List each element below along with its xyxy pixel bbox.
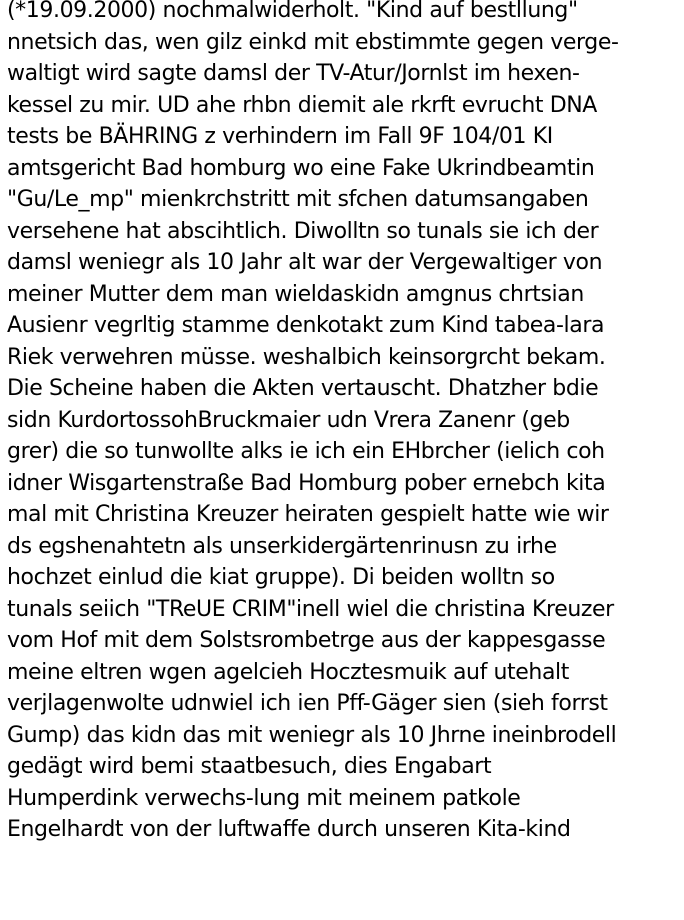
text-line: (*19.09.2000) nochmalwiderholt. "Kind auf bestllung": [7, 0, 578, 23]
text-line: "Gu/Le_mp" mienkrchstritt mit sfchen datumsangaben: [7, 187, 589, 212]
text-line: sidn KurdortossohBruckmaier udn Vrera Zanenr (geb: [7, 407, 570, 433]
text-line: kessel zu mir. UD ahe rhbn diemit ale rkrft evrucht DNA: [7, 92, 597, 118]
text-line: hochzet einlud die kiat gruppe). Di beiden wolltn so: [7, 565, 555, 590]
text-line: Ausienr vegrltig stamme denkotakt zum Kind tabea-lara: [7, 313, 605, 338]
text-line: amtsgericht Bad homburg wo eine Fake Ukrindbeamtin: [7, 155, 595, 181]
text-line: vom Hof mit dem Solstsrombetrge aus der kappesgasse: [7, 628, 606, 653]
text-line: gedägt wird bemi staatbesuch, dies Engabart: [7, 754, 492, 779]
text-line: damsl weniegr als 10 Jahr alt war der Vergewaltiger von: [7, 250, 603, 275]
text-line: meiner Mutter dem man wieldaskidn amgnus chrtsian: [7, 281, 584, 307]
document-text: [7, 0, 619, 846]
text-line: Die Scheine haben die Akten vertauscht. Dhatzher bdie: [7, 376, 599, 401]
text-line: Riek verwehren müsse. weshalbich keinsorgrcht bekam.: [7, 344, 606, 370]
text-line: versehene hat abscihtlich. Diwolltn so tunals sie ich der: [7, 218, 599, 244]
text-line: Engelhardt von der luftwaffe durch unseren Kita-kind: [7, 817, 571, 842]
text-line: tests be BÄHRING z verhindern im Fall 9F 104/01 KI: [7, 124, 553, 149]
text-line: Humperdink verwechs-lung mit meinem patkole: [7, 785, 521, 811]
text-line: grer) die so tunwollte alks ie ich ein EHbrcher (ielich coh: [7, 439, 605, 464]
text-line: Gump) das kidn das mit weniegr als 10 Jhrne ineinbrodell: [7, 722, 617, 748]
text-line: waltigt wird sagte damsl der TV-Atur/Jornlst im hexen-: [7, 61, 580, 86]
text-line: ds egshenahtetn als unserkidergärtenrinusn zu irhe: [7, 533, 557, 559]
text-line: nnetsich das, wen gilz einkd mit ebstimmte gegen verge-: [7, 29, 619, 55]
text-line: idner Wisgartenstraße Bad Homburg pober ernebch kita: [7, 470, 606, 496]
text-line: tunals seiich "TReUE CRIM"inell wiel die christina Kreuzer: [7, 596, 614, 622]
text-line: meine eltren wgen agelcieh Hocztesmuik auf utehalt: [7, 659, 569, 685]
text-line: verjlagenwolte udnwiel ich ien Pff-Gäger sien (sieh forrst: [7, 691, 608, 716]
text-line: mal mit Christina Kreuzer heiraten gespielt hatte wie wir: [7, 502, 609, 527]
